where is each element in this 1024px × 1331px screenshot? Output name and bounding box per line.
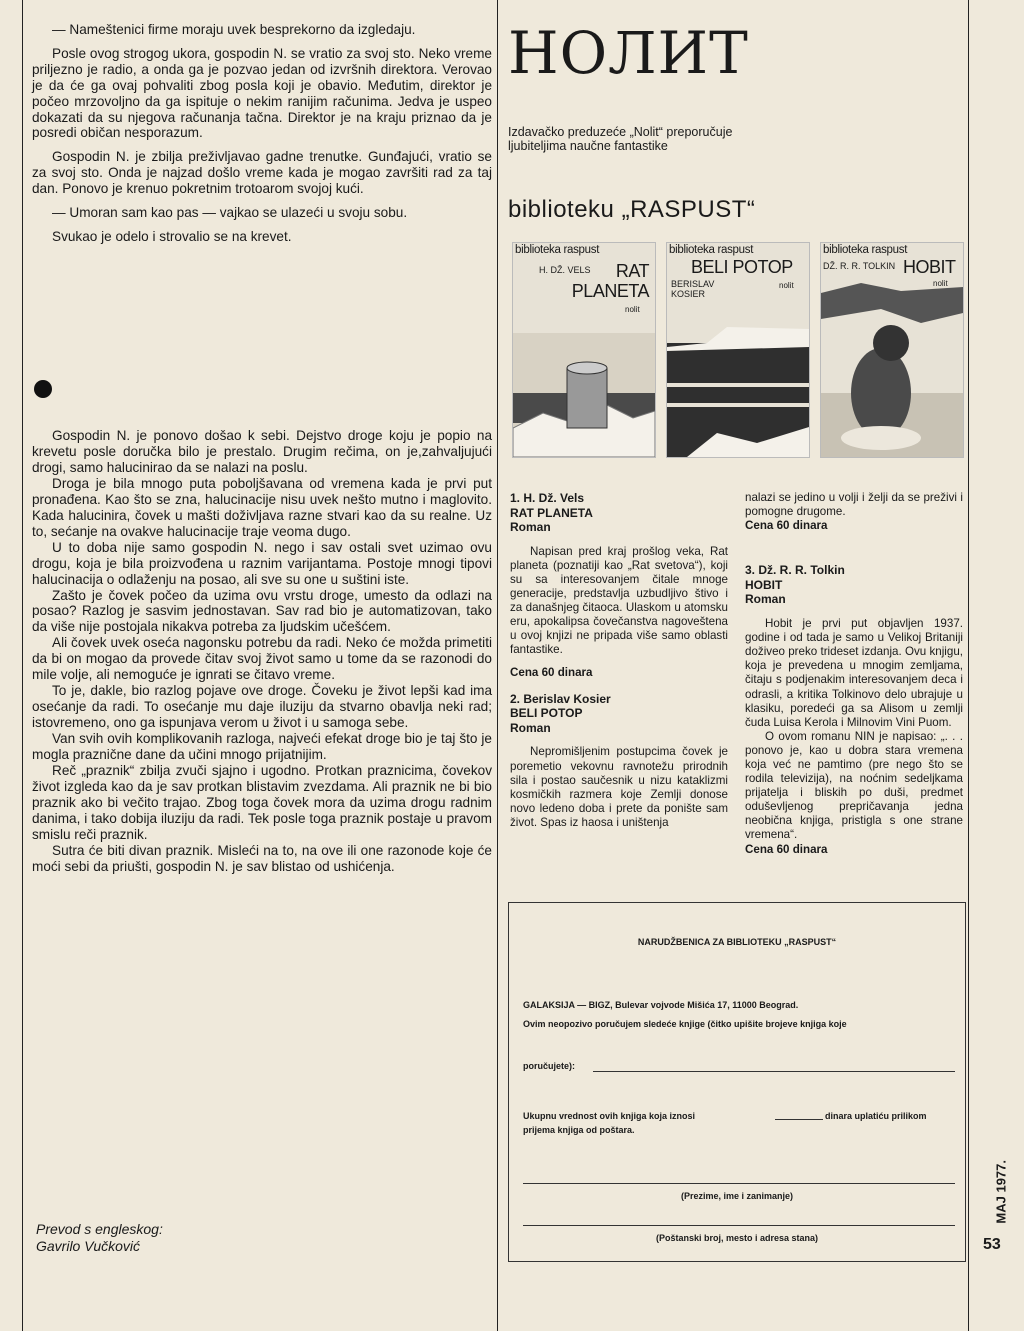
address-caption: (Poštanski broj, mesto i adresa stana) (655, 1233, 819, 1243)
center-column-rule (497, 0, 498, 1331)
left-margin-rule (22, 0, 23, 1331)
translator-name: Gavrilo Vučković (36, 1238, 141, 1254)
page-number: 53 (983, 1236, 1001, 1253)
story-paragraph: Sutra će biti divan praznik. Misleći na to, na ove ili one razonode koje će moći sebi da priušti, gospodin N. je sav blistao od ushićenja. (32, 842, 492, 874)
address-field[interactable] (523, 1225, 955, 1226)
book-genre: Roman (510, 520, 551, 535)
order-form (508, 902, 966, 1262)
story-paragraph: Gospodin N. je zbilja preživljavao gadne trenutke. Gunđajući, vratio se za svoj sto. Onda je najzad došlo vreme kada je mogao završiti rad za taj dan. Ponovo je krenuo pokretnim trotoarom svojoj kući. (32, 149, 492, 197)
book-title: RAT PLANETA (510, 505, 593, 520)
story-paragraph: Zašto je čovek počeo da uzima ovu vrstu droge, umesto da odlazi na posao? Razlog je sasvim jednostavan. Sav rad bio je automatizovan, tako da više nije postojala nikakva potreba za ljudskim učešćem. (32, 587, 492, 635)
section-break-bullet (34, 380, 52, 398)
book-price: Cena 60 dinara (745, 519, 828, 533)
cover-title: HOBIT (903, 257, 956, 277)
ad-intro: Izdavačko preduzeće „Nolit“ preporučuje ljubiteljima naučne fantastike (508, 125, 733, 154)
book-price: Cena 60 dinara (510, 665, 593, 679)
book-price: Cena 60 dinara (745, 842, 828, 856)
cover-series: biblioteka raspust (669, 244, 754, 256)
book-author: 3. Dž. R. R. Tolkin (745, 563, 845, 578)
story-paragraph: — Umoran sam kao pas — vajkao se ulazeći u svoju sobu. (52, 205, 408, 221)
book-cover (666, 242, 810, 458)
book-description-continued: nalazi se jedino u volji i želji da se preživi i pomogne drugome. (745, 491, 963, 519)
book-review-quote: O ovom romanu NIN je napisao: „. . . ponovo je, kao u dobra stara vremena koja već ne pamtimo (pre nego što se rodila televizija), na noćnim sedeljkama prijatelja i bliskih po duši, predmet oduševljenog prepričavanja jedna neobična knjiga, pristigla s one strane vremena“. (745, 729, 963, 842)
order-books-label: poručujete): (523, 1061, 576, 1071)
cover-author: H. DŽ. VELS (539, 265, 591, 275)
cover-author: BERISLAV KOSIER (671, 279, 715, 299)
issue-date: MAJ 1977. (994, 1160, 1009, 1224)
order-value-label-end: prijema knjiga od poštara. (523, 1125, 635, 1135)
story-paragraph: — Nameštenici firme moraju uvek besprekorno da izgledaju. (52, 22, 416, 37)
book-column-2 (745, 491, 963, 857)
order-heading: NARUDŽBENICA ZA BIBLIOTEKU „RASPUST“ (637, 937, 837, 947)
story-top-section (32, 22, 492, 245)
cover-title: BELI POTOP (691, 257, 793, 277)
story-paragraph: To je, dakle, bio razlog pojave ove droge. Čoveku je život lepši kad ima osećanje da radi. To osećanje mu daje iluziju da stvarno obavlja neki rad; istovremeno, ono ga ispunjava verom u život i u samoga sebe. (32, 683, 492, 731)
story-paragraph: U to doba nije samo gospodin N. nego i sav ostali svet uzimao ovu drogu, koja je bila proizvođena u raznim varijantama. Postoje mnogi tipovi halucinacija o odlaženju na posao, ali sve su one u suštini iste. (32, 539, 492, 587)
book-genre: Roman (745, 592, 786, 607)
story-paragraph: Droga je bila mnogo puta poboljšavana od vremena kada je prvi put pronađena. Kao što se zna, halucinacije nisu uvek nešto mutno i maglovito. Kada halucinira, čovek u mašti doživljava razne stvari kao da su realne. Uz to, sećanje na ovakve halucinacije traje veoma dugo. (32, 475, 492, 539)
story-paragraph: Posle ovog strogog ukora, gospodin N. se vratio za svoj sto. Neko vreme priljezno je radio, a onda ga je pozvao jedan od izvršnih direktora. Verovao je da će ga ovaj pohvaliti zbog posla koji je obavio. Međutim, direktor je počeo mrzovoljno da ga ispituje o nekim ranijim računima. Jedva je uspeo dokazati da su njegova računanja tačna. Direktor je na kraju priznao da je posredi običan nesporazum. (32, 45, 492, 141)
story-bottom-section (32, 428, 492, 875)
cover-publisher: nolit (933, 279, 948, 288)
translation-credit (36, 1221, 163, 1255)
book-cover (820, 242, 964, 458)
nolit-logo: НОЛИТ (508, 19, 749, 87)
credit-label: Prevod s engleskog: (36, 1221, 163, 1237)
order-address: GALAKSIJA — BIGZ, Bulevar vojvode Mišića 17, 11000 Beograd. (523, 1000, 799, 1010)
right-margin-rule (968, 0, 969, 1331)
cover-series: biblioteka raspust (823, 244, 908, 256)
order-value-label: Ukupnu vrednost ovih knjiga koja iznosi (523, 1111, 696, 1121)
book-description: Hobit je prvi put objavljen 1937. godine i od tada je samo u Velikoj Britaniji doživeo preko trideset izdanja. Ovu knjigu, koja je prevedena u mnogim zemljama, čitaju s podjenakim interesovanjem deca i odrasli, a kritika Tolkinovo delo ubrajuje u klasiku, poredeći ga sa Alisom u zemlji čuda Luisa Kerola i Milnovim Vini Puom. (745, 617, 963, 729)
book-description: Nepromišljenim postupcima čovek je poremetio vekovnu ravnotežu prirodnih sila i postao saučesnik u nizu kataklizmi kosmičkih razmera koje Zemlji donose novo ledeno doba i prete da ponište sam život. Spas iz haosa i uništenja (510, 745, 728, 829)
signature-caption: (Prezime, ime i zanimanje) (680, 1191, 794, 1201)
order-value-label-cont: dinara uplatiću prilikom (825, 1111, 927, 1121)
cover-title: RAT PLANETA (571, 261, 649, 301)
cover-author: DŽ. R. R. TOLKIN (823, 261, 896, 271)
story-paragraph: Van svih ovih komplikovanih razloga, najveći efekat droge bio je taj što je mogla praznične dane da učini mnogo prijatnijim. (32, 731, 492, 763)
book-title: BELI POTOP (510, 706, 583, 721)
order-value-field[interactable] (775, 1119, 823, 1120)
book-description: Napisan pred kraj prošlog veka, Rat planeta (poznatiji kao „Rat svetova“), koji su sa interesovanjem čitale mnoge generacije, predstavlja uzbudljivo štivo i za današnjeg čitaoca. Ulaskom u atomsku eru, apokalipsa čovečanstva nagoveštena u ovoj knjizi ne pripada više samo oblasti fantastike. (510, 544, 728, 657)
book-cover (512, 242, 656, 458)
order-books-field[interactable] (593, 1071, 955, 1072)
story-paragraph: Gospodin N. je ponovo došao k sebi. Dejstvo droge koju je popio na krevetu posle doručka bilo je prestalo. Drugim rečima, on je,zahvaljujući drogi, samo halucinirao da se nalazi na poslu. (32, 428, 492, 475)
story-paragraph: Svukao je odelo i strovalio se na krevet. (52, 228, 292, 244)
cover-publisher: nolit (625, 305, 640, 314)
signature-field[interactable] (523, 1183, 955, 1184)
cover-publisher: nolit (779, 281, 794, 290)
book-author: 1. H. Dž. Vels (510, 491, 585, 505)
cover-series: biblioteka raspust (515, 244, 600, 256)
book-title: HOBIT (745, 577, 783, 592)
book-column-1 (510, 491, 728, 830)
story-paragraph: Ali čovek uvek oseća nagonsku potrebu da radi. Neko će možda primetiti da bi on mogao da provede čitav svoj život samo u tome da se razonodi do mile volje, ali nemoguće je ignrati se čitavo vreme. (32, 635, 492, 683)
story-paragraph: Reč „praznik“ zbilja zvuči sjajno i ugodno. Protkan praznicima, čovekov život izgleda kao da je sav protkan blistavim zvezdama. Ali praznik ne bi bio praznik ako bi večito trajao. Zbog toga čovek mora da uzima drogu radnim danima, i tako dobija iluziju da radi. Tek posle toga praznik postaje u pravom smislu reči praznik. (32, 763, 492, 842)
book-genre: Roman (510, 720, 551, 735)
book-author: 2. Berislav Kosier (510, 691, 611, 706)
library-title: biblioteku „RASPUST“ (508, 196, 756, 223)
order-instructions: Ovim neopozivo poručujem sledeće knjige (čitko upišite brojeve knjiga koje (523, 1019, 847, 1029)
